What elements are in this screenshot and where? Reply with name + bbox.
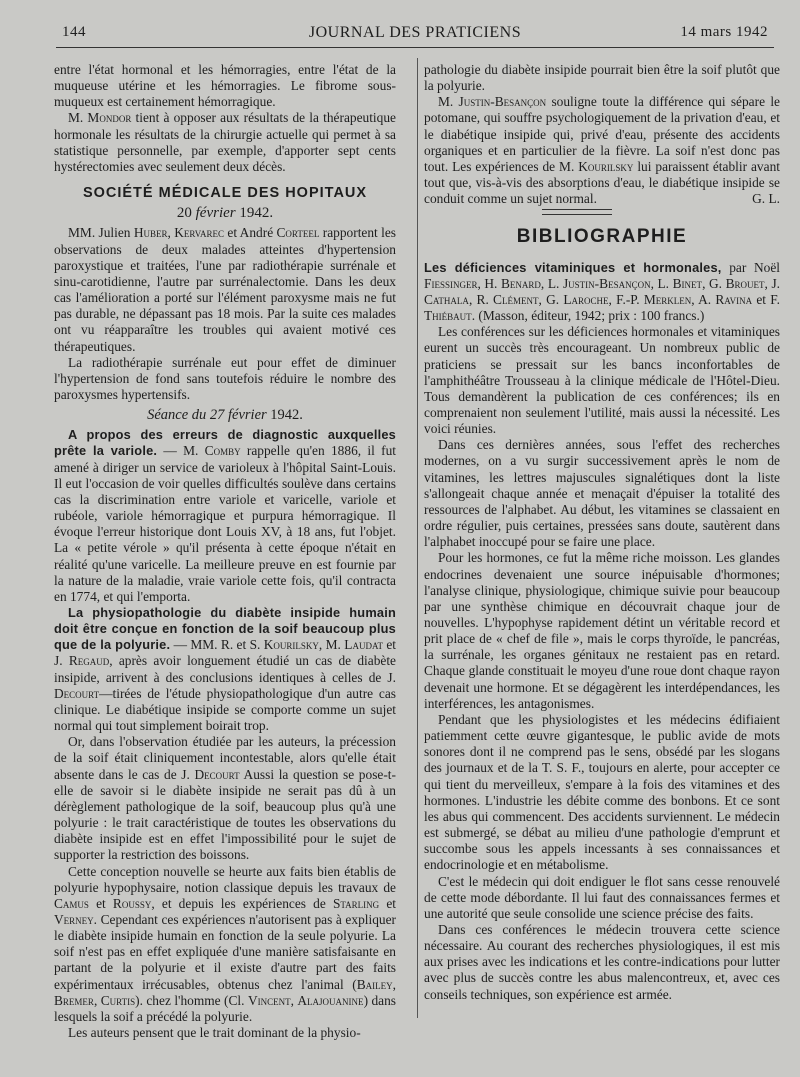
paragraph: La physiopathologie du diabète insipide humain doit être conçue en fonction de la soif beaucoup plus que de la polyurie. — MM. R. et S. Kourilsky, M. Laudat et J. Regaud, après avoir longuement étudié un cas de diabète insipide, arrivent à des conclusions identiques à celles de J. Decourt—tirées de l'étude physiopathologique d'un autre cas clinique. Le diabétique insipide se comporte comme un sujet normal qui tout simplement boirait trop. [54, 605, 397, 734]
page-number: 144 [62, 24, 86, 40]
paragraph: entre l'état hormonal et les hémorragies, entre l'état de la muqueuse utérine et les hémorragies. Le fibrome sous-muqueux est certainement hémorragique. [54, 62, 396, 110]
bibliography-title: BIBLIOGRAPHIE [516, 226, 688, 248]
end-rule [542, 209, 612, 215]
paragraph: La radiothérapie surrénale eut pour effet de diminuer l'hypertension de fond sans toutefois réduire le nombre des paroxysmes hypertensifs. [54, 354, 396, 402]
paragraph: Les auteurs pensent que le trait dominant de la physio- [68, 1025, 361, 1041]
left-column [54, 62, 396, 1041]
paragraph: Cette conception nouvelle se heurte aux faits bien établis de polyurie hypophysaire, notion classique depuis les travaux de Camus et Roussy, et depuis les expériences de Starling et Verney. Cependant ces expériences n'autorisent pas à expliquer le diabète insipide humain en fonction de la seule polyurie. La soif n'est pas en effet expliquée d'une manière satisfaisante en partant de la polyurie et il existe d'autre part des faits expérimentaux irrécusables, obtenus chez l'animal (Bailey, Bremer, Curtis). chez l'homme (Cl. Vincent, Alajouanine) dans lesquels la soif a précédé la polyurie. [54, 863, 397, 1024]
paragraph: MM. Julien Huber, Kervarec et André Corteel rapportent les observations de deux malades atteintes d'hypertension paroxystique et traitées, l'une par radiothérapie surrénale et sinu-carotidienne, l'autre par surrénalectomie. Dans les deux cas l'amélioration a porté sur l'élément paroxysme mais ne fut pas durable, ne dépassant pas 18 mois. Par la suite ces malades ont vu réapparaître les troubles qui avaient motivé ces thérapeutiques. [54, 225, 396, 354]
communication-title: A propos des erreurs de diagnostic auxquelles prête la variole. [54, 427, 396, 459]
communication-title: La physiopathologie du diabète insipide humain doit être conçue en fonction de la soif beaucoup plus que de la polyurie. [54, 605, 396, 653]
section-title: SOCIÉTÉ MÉDICALE DES HOPITAUX [82, 185, 368, 202]
paragraph: A propos des erreurs de diagnostic auxquelles prête la variole. — M. Comby rappelle qu'en 1886, il fut amené à diriger un service de varioleux à l'hôpital Saint-Louis. Il eut l'occasion de voir quelles difficultés soulève dans certains cas la discrimination entre variole et varicelle, variole et rubéole, variole hémorragique et purpura hémorragique. Il évoque l'erreur historique dont Louis XV, à 18 ans, fut l'objet. La « petite vérole » qu'il présenta à cette époque n'était en réalité qu'une varicelle. La meilleure preuve en est fournie par la nature de la maladie, vraie variole cette fois, qu'il contracta en 1774, et qui l'emporta. [54, 427, 396, 604]
issue-date: 14 mars 1942 [680, 24, 768, 40]
author-initials: G. L. [752, 191, 780, 207]
paragraph: Pour les hormones, ce fut la même riche moisson. Les glandes endocrines devenaient une source inépuisable d'hormones; l'analyse clinique, physiologique, chimique suivie pour beaucoup par une synthèse chimique en découvrait chaque jour de nouvelles. L'hypophyse rapidement détint un véritable record et prit place de « chef de file », mais le corps thyroïde, le pancréas, la surrénale, les organes génitaux ne restaient pas en retard. Chaque glande constituait le moyeu d'une roue dont chaque rayon devenait une hormone. Et se dégagèrent les interdépendances, les interférences, les antagonismes. [424, 550, 780, 711]
paragraph: pathologie du diabète insipide pourrait bien être la soif plutôt que la polyurie. [424, 62, 780, 94]
session-date: 20 février 1942. [176, 205, 274, 222]
paragraph: M. Mondor tient à opposer aux résultats de la thérapeutique hormonale les résultats de la chirurgie actuelle qui permet à sa statistique personnelle, par exemple, d'apporter sept cents hystérectomies avec seulement deux décès. [54, 110, 396, 174]
paragraph: Dans ces conférences le médecin trouvera cette science nécessaire. Au courant des recherches physiologiques, il est mis aux prises avec les indications et les contre-indications pour lutter avec plus de succès contre les abus malencontreux, et, avec ces conseils techniques, son expérience est armée. [424, 921, 780, 1002]
paragraph: Dans ces dernières années, sous l'effet des recherches modernes, on a vu surgir successivement après le nom de vitamines, les lettres majuscules signalétiques dont la liste s'allongeait chaque année et menaçait d'épuiser la totalité des ressources de l'alphabet. Au début, les vitamines se classaient en ordre régulier, puis certaines, pressées sans doute, sautèrent dans l'alphabet inoccupé pour se faire une place. [424, 437, 780, 550]
book-title: Les déficiences vitaminiques et hormonales, [424, 259, 722, 275]
paragraph: Or, dans l'observation étudiée par les auteurs, la précession de la soif était cliniquement incontestable, alors qu'elle était absente dans le cas de J. Decourt Aussi la question se pose-t-elle de savoir si le diabète insipide ne serait pas dû à un dérèglement pathologique de la soif, beaucoup plus qu'à une polyurie : le trait caractéristique de toutes les observations du diabète insipide est en effet l'impossibilité pour le sujet de supporter la restriction des boissons. [54, 734, 396, 863]
book-reference: Les déficiences vitaminiques et hormonales, par Noël Fiessinger, H. Benard, L. Justin-Besançon, L. Binet, G. Brouet, J. Cathala, R. Clément, G. Laroche, F.-P. Merklen, A. Ravina et F. Thiébaut. (Masson, éditeur, 1942; prix : 100 francs.) [424, 259, 781, 324]
paragraph: Les conférences sur les déficiences hormonales et vitaminiques eurent un succès très encourageant. Un nombreux public de praticiens se pressait sur les bancs inconfortables de l'amphithéâtre Trousseau à la clinique médicale de l'Hôtel-Dieu. Tous demandèrent la publication de ces conférences; ils en comprenaient non seulement l'utilité, mais aussi la nécessité. Les voici réunies. [424, 324, 780, 437]
author-name: M. Mondor [68, 110, 132, 126]
journal-title: JOURNAL DES PRATICIENS [308, 24, 522, 41]
paragraph: C'est le médecin qui doit endiguer le flot sans cesse renouvelé de cette mode débordante. Il lui faut des connaissances fermes et une autorité que seule consolide une science précise des faits. [424, 873, 780, 921]
column-divider [417, 58, 418, 1018]
paragraph: M. Justin-Besançon souligne toute la différence qui sépare le potomane, qui souffre psychologiquement de la privation d'eau, et le diabétique insipide qui, privé d'eau, présente des accidents organiques et en particulier de la fièvre. La soif n'est donc pas tout. Les expériences de M. Kourilsky lui paraissent établir avant tout que, vis-à-vis des absorptions d'eau, le diabétique insipide se conduit comme un sujet normal. G. L. [424, 94, 780, 207]
running-head [62, 22, 768, 46]
right-column [424, 62, 780, 1003]
header-rule [56, 47, 774, 48]
session-date: Séance du 27 février 1942. [147, 407, 303, 424]
paragraph: Pendant que les physiologistes et les médecins édifiaient patiemment cette œuvre gigantesque, le public avide de mots sonores dont il ne comprend pas le sens, obsédé par les slogans des journaux et de la T. S. F., toujours en alerte, pour accepter ce qui tient du merveilleux, s'empare à la fois des vitamines et des hormones. L'industrie les débite comme des bonbons. Et ce sont les abus qui commencent. Des accidents surviennent. Le médecin est submergé, se débat au milieu d'une pathologie d'emprunt et succombe sous les appels incessants à ses connaissances et endocrinologie et en métabolisme. [424, 711, 780, 873]
